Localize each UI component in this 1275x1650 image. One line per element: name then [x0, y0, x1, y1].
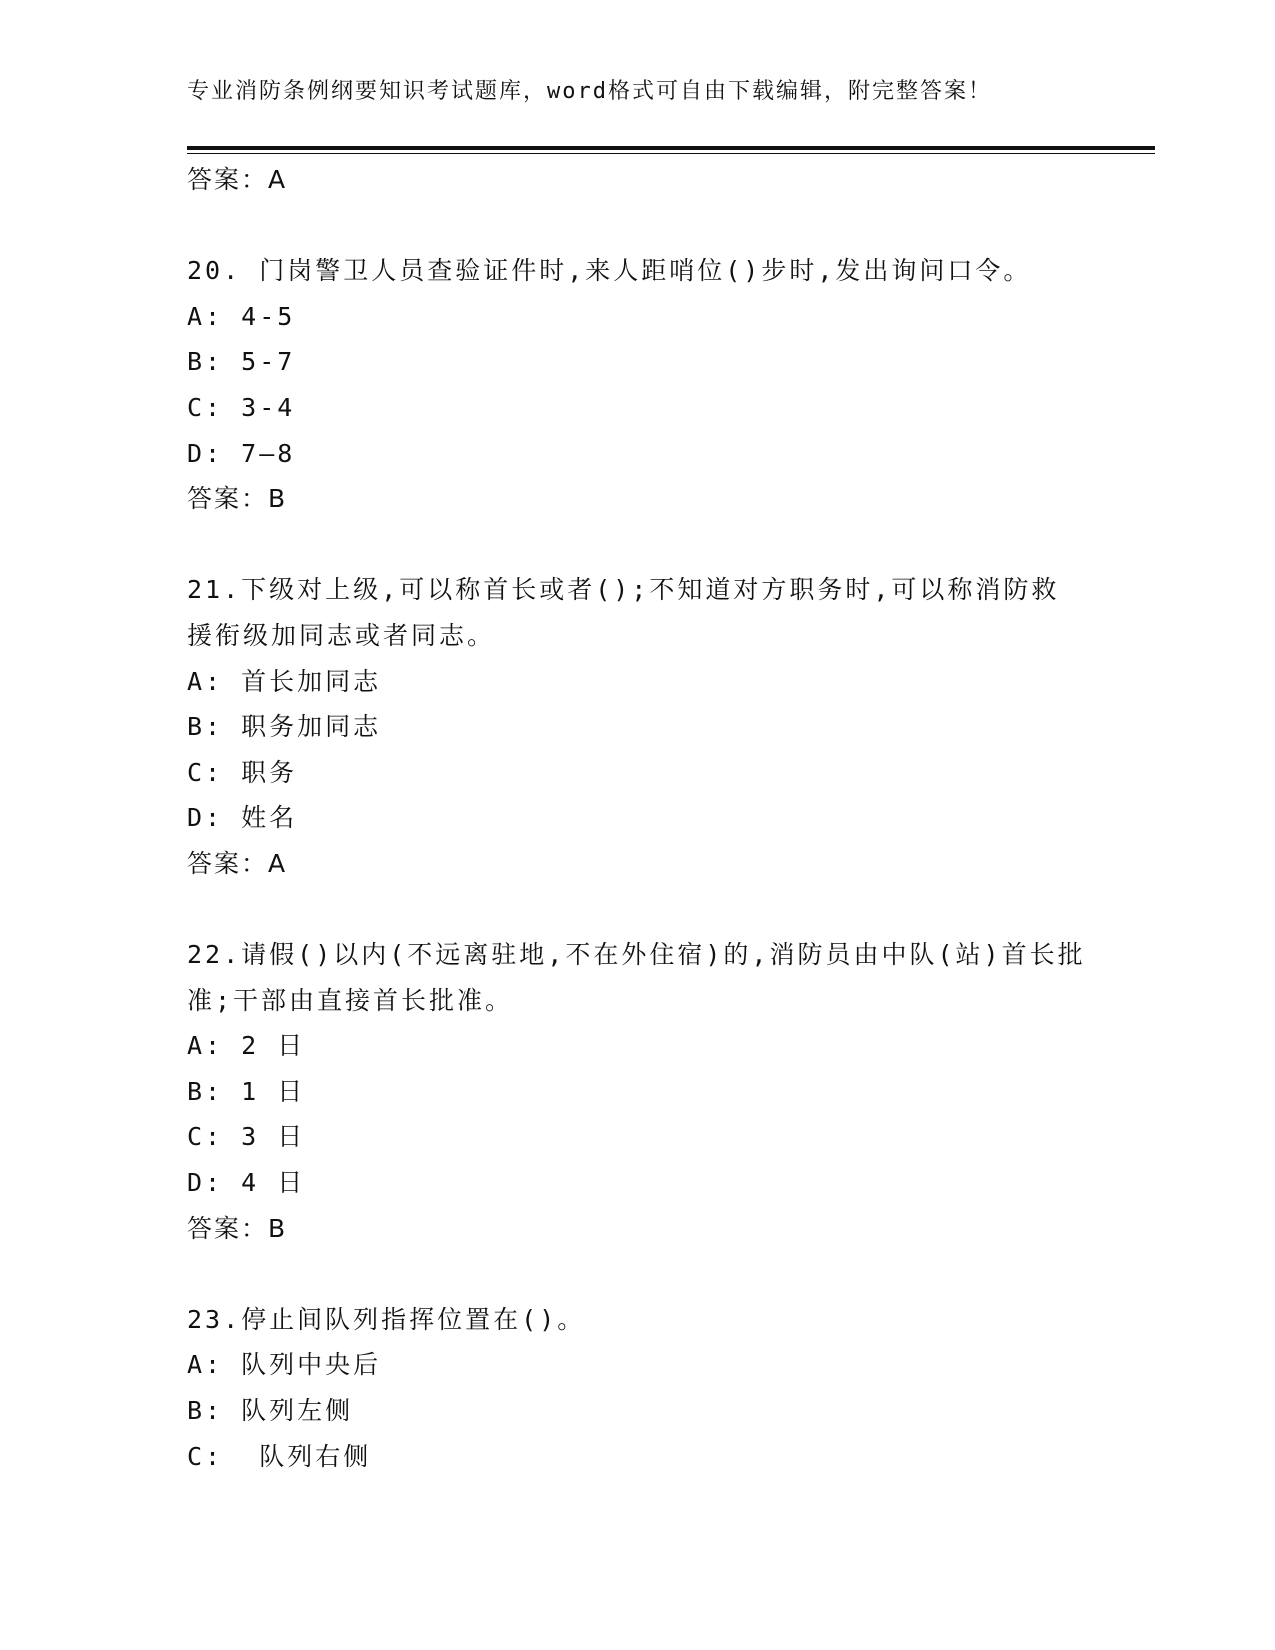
answer-option: B: 1 日	[187, 1076, 306, 1106]
page-header-title: 专业消防条例纲要知识考试题库，word格式可自由下载编辑，附完整答案！	[187, 79, 992, 104]
answer-option: D: 7—8	[187, 438, 296, 468]
answer-line: 答案：A	[187, 165, 288, 194]
header-divider-thick	[187, 146, 1155, 150]
answer-line: 答案：B	[187, 484, 288, 514]
answer-option: A: 首长加同志	[187, 666, 382, 696]
question-list	[187, 157, 1087, 1479]
answer-option: B: 职务加同志	[187, 712, 382, 742]
question-stem: 21.下级对上级,可以称首长或者();不知道对方职务时,可以称消防救	[187, 575, 1060, 605]
answer-option: C: 3 日	[187, 1122, 306, 1152]
block-spacer	[187, 887, 1087, 933]
answer-line: 答案：B	[187, 1213, 288, 1243]
answer-line: 答案：A	[187, 848, 288, 878]
answer-option: B: 5-7	[187, 347, 296, 377]
question-stem: 准;干部由直接首长批准。	[187, 985, 514, 1015]
block-spacer	[187, 522, 1087, 568]
block-spacer	[187, 1251, 1087, 1297]
question-stem: 援衔级加同志或者同志。	[187, 620, 496, 650]
block-spacer	[187, 203, 1087, 249]
answer-option: B: 队列左侧	[187, 1396, 354, 1426]
answer-option: C: 3-4	[187, 392, 296, 422]
answer-option: A: 队列中央后	[187, 1350, 382, 1380]
header-divider-thin	[187, 153, 1155, 154]
answer-option: A: 4-5	[187, 301, 296, 331]
answer-option: C: 队列右侧	[187, 1441, 372, 1471]
answer-option: D: 姓名	[187, 803, 298, 833]
question-stem: 22.请假()以内(不远离驻地,不在外住宿)的,消防员由中队(站)首长批	[187, 940, 1086, 970]
answer-option: A: 2 日	[187, 1031, 306, 1061]
question-stem: 23.停止间队列指挥位置在()。	[187, 1304, 586, 1334]
answer-option: D: 4 日	[187, 1168, 306, 1198]
answer-option: C: 职务	[187, 757, 298, 787]
question-stem: 20. 门岗警卫人员查验证件时,来人距哨位()步时,发出询问口令。	[187, 256, 1032, 286]
